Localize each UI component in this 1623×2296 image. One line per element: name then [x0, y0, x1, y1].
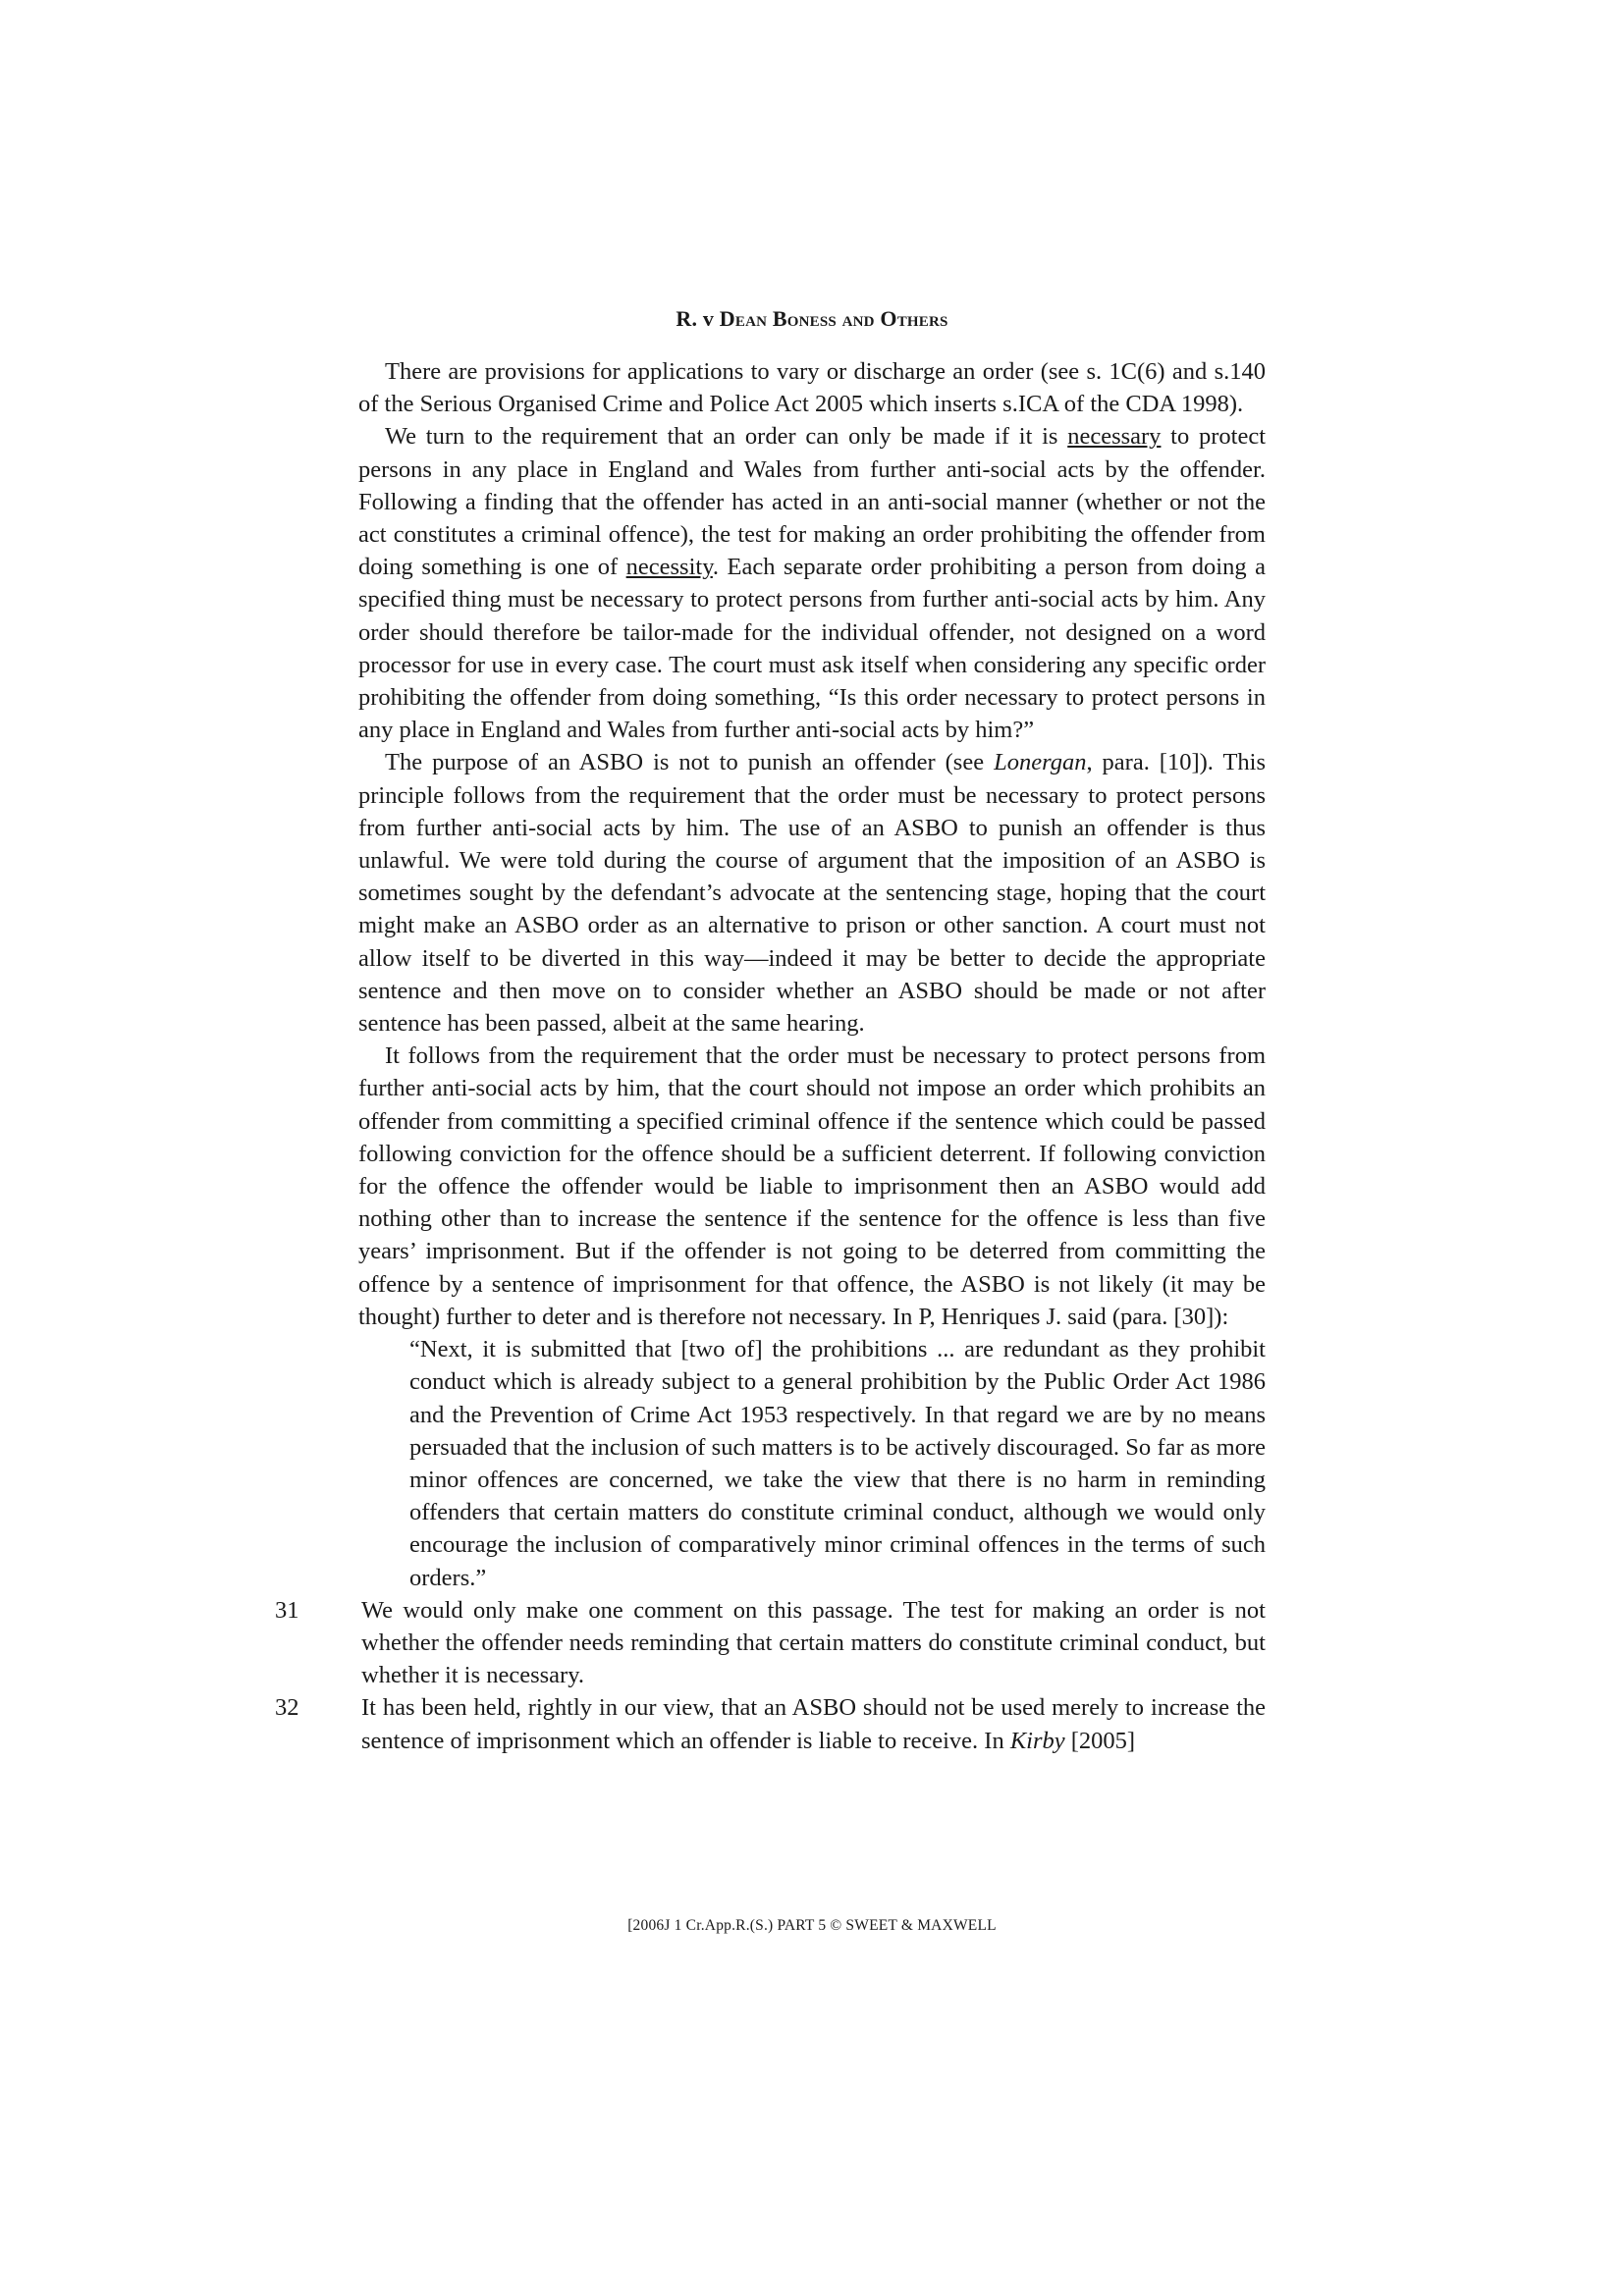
paragraph-purpose	[358, 746, 1266, 1040]
paragraph-follows: It follows from the requirement that the order must be necessary to protect persons from further anti-social acts by him, that the court should not impose an order which prohibits an offender from committing a specified criminal offence if the sentence which could be passed following conviction for the offence should be a sufficient deterrent. If following conviction for the offence the offender would be liable to imprisonment then an ASBO would add nothing other than to increase the sentence if the sentence for the offence is less than five years’ imprisonment. But if the offender is not going to be deterred from committing the offence by a sentence of imprisonment for that offence, the ASBO is not likely (it may be thought) further to deter and is therefore not necessary. In P, Henriques J. said (para. [30]):	[358, 1042, 1266, 1330]
numbered-paragraph-32	[275, 1691, 1266, 1756]
running-head-prefix: R. v	[676, 306, 720, 331]
case-name-kirby: Kirby	[1009, 1727, 1065, 1754]
case-name-lonergan: Lonergan	[994, 749, 1087, 776]
text-run: . Each separate order prohibiting a person from doing a specified thing must be necessary to protect persons from further anti-social acts by him. Any order should therefore be tailor-made for the individual offender, not designed on a word processor for use in every case. The court must ask itself when considering any specific order prohibiting the offender from doing something, “Is this order necessary to protect persons in any place in England and Wales from further anti-social acts by him?”	[358, 554, 1266, 744]
text-run: , para. [10]). This principle follows from the requirement that the order must be necessary to protect persons from further anti-social acts by him. The use of an ASBO to punish an offender is thus unlawful. We were told during the course of argument that the imposition of an ASBO is sometimes sought by the defendant’s advocate at the sentencing stage, hoping that the court might make an ASBO order as an alternative to prison or other sanction. A court must not allow itself to be diverted in this way—indeed it may be better to decide the appropriate sentence and then move on to consider whether an ASBO should be made or not after sentence has been passed, albeit at the same hearing.	[358, 749, 1267, 1038]
text-run: The purpose of an ASBO is not to punish an offender (see	[385, 749, 995, 776]
paragraph-number: 32	[275, 1694, 299, 1722]
page-footer: [2006J 1 Cr.App.R.(S.) PART 5 © SWEET & MAXWELL	[627, 1917, 997, 1934]
text-run: We turn to the requirement that an order can only be made if it is	[385, 423, 1068, 451]
paragraph-necessity	[358, 420, 1266, 746]
numbered-paragraph-31	[275, 1594, 1266, 1692]
paragraph-number: 31	[275, 1596, 299, 1624]
running-head-title: Dean Boness and Others	[719, 306, 948, 331]
text-run: It has been held, rightly in our view, that an ASBO should not be used merely to increase the sentence of imprisonment which an offender is liable to receive. In	[361, 1694, 1266, 1754]
block-quote: “Next, it is submitted that [two of] the prohibitions ... are redundant as they prohibit conduct which is already subject to a general prohibition by the Public Order Act 1986 and the Prevention of Crime Act 1953 respectively. In that regard we are by no means persuaded that the inclusion of such matters is to be actively discouraged. So far as more minor offences are concerned, we take the view that there is no harm in reminding offenders that certain matters do constitute criminal conduct, although we would only encourage the inclusion of comparatively minor criminal offences in the terms of such orders.”	[409, 1336, 1266, 1591]
paragraph-provisions: There are provisions for applications to vary or discharge an order (see s. 1C(6) and s.140 of the Serious Organised Crime and Police Act 2005 which inserts s.ICA of the CDA 1998).	[358, 358, 1266, 418]
body-text	[275, 355, 1267, 1757]
paragraph-text: We would only make one comment on this passage. The test for making an order is not whether the offender needs reminding that certain matters do constitute criminal conduct, but whether it is necessary.	[361, 1596, 1266, 1689]
underlined-necessary: necessary	[1067, 423, 1162, 451]
running-head	[358, 306, 1266, 332]
text-run: [2005]	[1064, 1727, 1136, 1754]
underlined-necessity: necessity	[625, 554, 713, 581]
text-run: to protect persons in any place in England and Wales from further anti-social acts by the offender. Following a finding that the offender has acted in an anti-social manner (whether or not the act constitutes a criminal offence), the test for making an order prohibiting the offender from doing something is one of	[358, 423, 1267, 581]
